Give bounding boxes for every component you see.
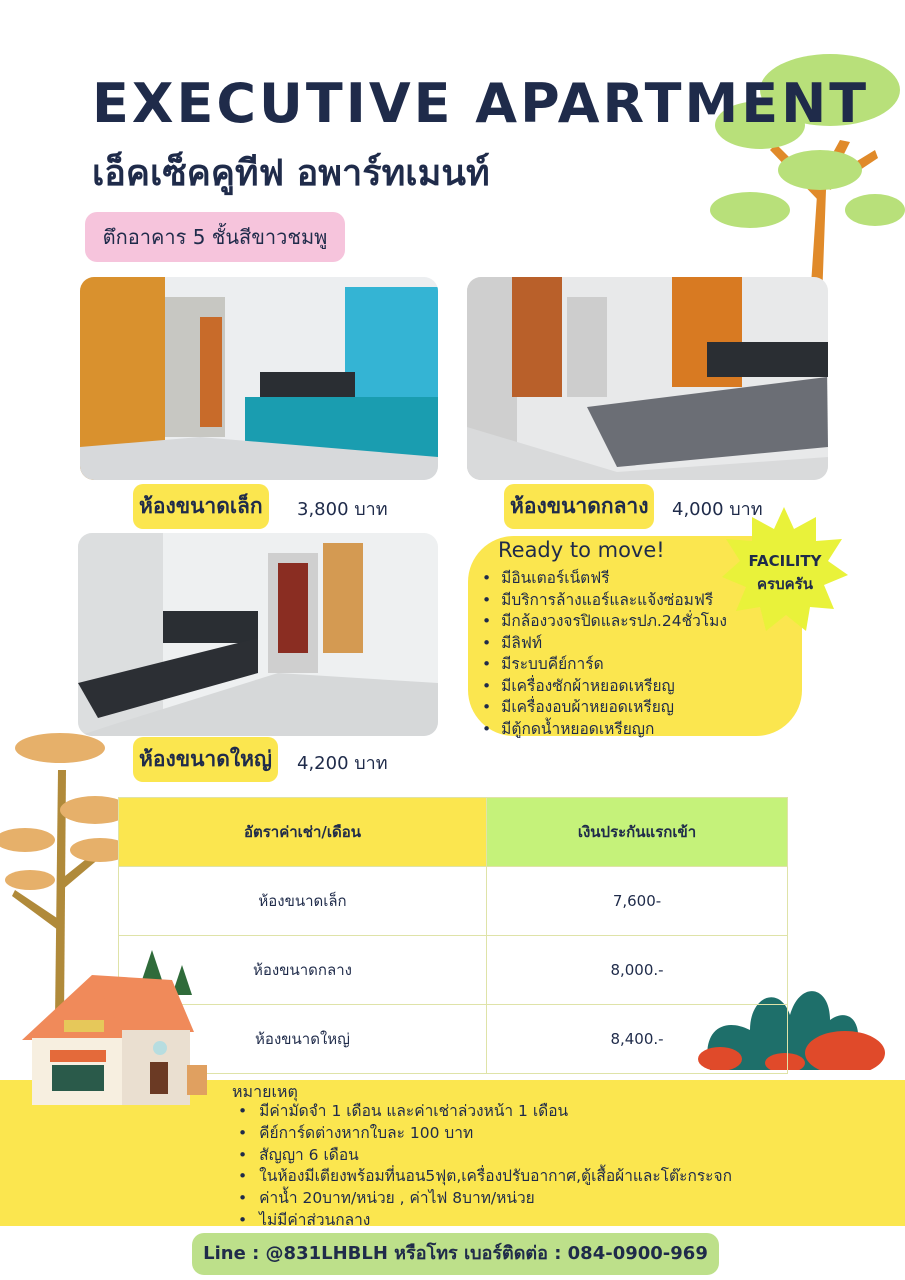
room-price-large: 4,200 บาท <box>297 753 388 774</box>
list-item: • ค่าน้ำ 20บาท/หน่วย , ค่าไฟ 8บาท/หน่วย <box>238 1188 732 1210</box>
table-header-rent: อัตราค่าเช่า/เดือน <box>119 798 487 867</box>
room-label-large: ห้องขนาดใหญ่ <box>133 737 278 782</box>
list-item: • มีบริการล้างแอร์และแจ้งซ่อมฟรี <box>482 590 727 612</box>
table-row <box>119 936 788 1005</box>
table-row <box>119 1005 788 1074</box>
table-row <box>119 867 788 936</box>
list-item: • ในห้องมีเตียงพร้อมที่นอน5ฟุต,เครื่องปรับอากาศ,ตู้เสื้อผ้าและโต๊ะกระจก <box>238 1166 732 1188</box>
tree-icon <box>700 30 905 300</box>
list-item: • มีกล้องวงจรปิดและรปภ.24ชั่วโมง <box>482 611 727 633</box>
list-item: • มีตู้กดน้ำหยอดเหรียญก <box>482 719 727 741</box>
rent-table <box>118 797 788 1074</box>
room-photo-medium <box>467 277 828 480</box>
room-price-medium: 4,000 บาท <box>672 499 763 520</box>
list-item: • มีระบบคีย์การ์ด <box>482 654 727 676</box>
contact-bar: Line : @831LHBLH หรือโทร เบอร์ติดต่อ : 084-0900-969 <box>192 1233 719 1275</box>
list-item: • คีย์การ์ดต่างหากใบละ 100 บาท <box>238 1123 732 1145</box>
table-cell: 7,600- <box>487 867 788 936</box>
notes-title: หมายเหตุ <box>232 1082 298 1101</box>
list-item: • มีลิฟท์ <box>482 633 727 655</box>
room-price-small: 3,800 บาท <box>297 499 388 520</box>
room-label-medium: ห้องขนาดกลาง <box>504 484 654 529</box>
room-label-small: ห้องขนาดเล็ก <box>133 484 269 529</box>
list-item: • มีอินเตอร์เน็ตฟรี <box>482 568 727 590</box>
page-title: EXECUTIVE APARTMENT <box>92 72 870 135</box>
notes-list <box>238 1101 732 1232</box>
table-cell: ห้องขนาดกลาง <box>119 936 487 1005</box>
list-item: • มีเครื่องอบผ้าหยอดเหรียญ <box>482 697 727 719</box>
building-tag: ตึกอาคาร 5 ชั้นสีขาวชมพู <box>85 212 345 262</box>
table-cell: 8,000.- <box>487 936 788 1005</box>
facility-heading: Ready to move! <box>498 538 665 562</box>
table-header-deposit: เงินประกันแรกเข้า <box>487 798 788 867</box>
table-cell: ห้องขนาดใหญ่ <box>119 1005 487 1074</box>
room-photo-large <box>78 533 438 736</box>
facility-badge-line1: FACILITY <box>748 552 822 570</box>
list-item: • มีเครื่องซักผ้าหยอดเหรียญ <box>482 676 727 698</box>
list-item: • สัญญา 6 เดือน <box>238 1145 732 1167</box>
list-item: • ไม่มีค่าส่วนกลาง <box>238 1210 732 1232</box>
list-item: • มีค่ามัดจำ 1 เดือน และค่าเช่าล่วงหน้า 1 เดือน <box>238 1101 732 1123</box>
table-cell: 8,400.- <box>487 1005 788 1074</box>
page-subtitle: เอ็คเซ็คคูทีฟ อพาร์ทเมนท์ <box>92 153 490 194</box>
table-cell: ห้องขนาดเล็ก <box>119 867 487 936</box>
facility-list <box>482 568 727 740</box>
room-photo-small <box>80 277 438 480</box>
facility-badge-line2: ครบครัน <box>757 575 813 593</box>
house-icon <box>22 950 212 1105</box>
